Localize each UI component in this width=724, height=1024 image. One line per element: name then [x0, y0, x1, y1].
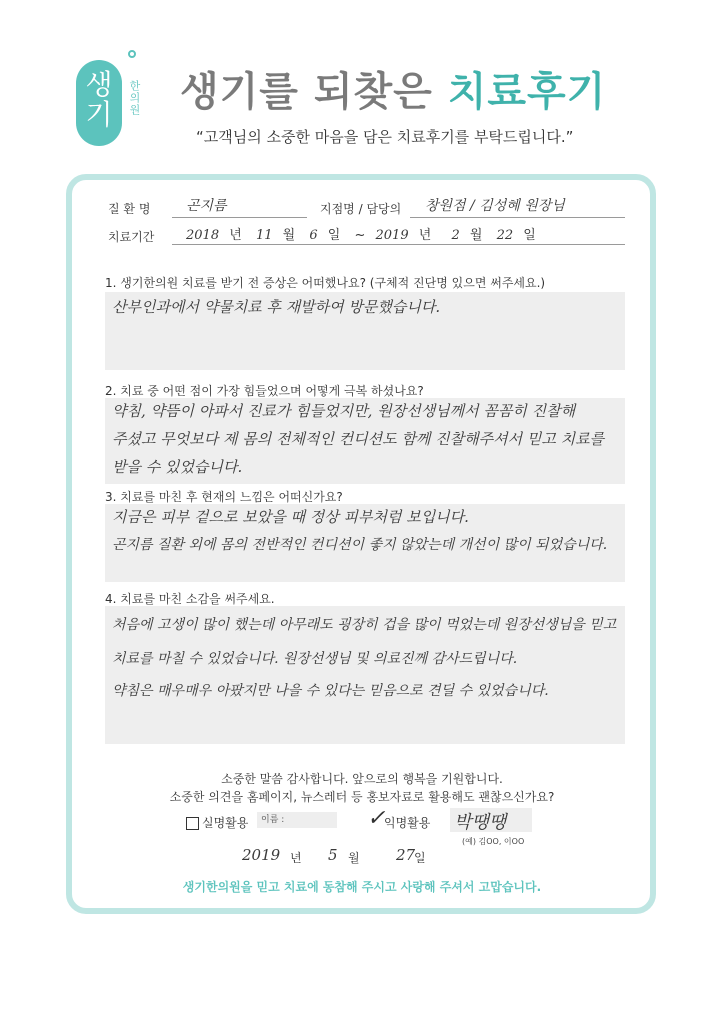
answer-4-line-1: 처음에 고생이 많이 했는데 아무래도 굉장히 겁을 많이 먹었는데 원장선생님을 믿고: [112, 617, 617, 633]
start-day: 6: [309, 228, 318, 243]
signed-day: 27: [396, 846, 416, 864]
question-1: 1. 생기한의원 치료를 받기 전 증상은 어떠했나요? (구체적 진단명 있으면 써주세요.): [105, 276, 546, 290]
period-underline: [172, 244, 625, 245]
unit-year-1: 년: [229, 228, 242, 243]
disease-value: 곤지름: [186, 198, 227, 214]
anon-label: 익명활용: [384, 816, 431, 830]
logo-dot-icon: [128, 50, 136, 58]
branch-underline: [410, 217, 625, 218]
end-day: 22: [496, 228, 514, 243]
end-month: 2: [451, 228, 460, 243]
anon-name-value: 박땡땡: [454, 812, 507, 833]
signed-unit-day: 일: [414, 851, 426, 865]
question-3: 3. 치료를 마친 후 현재의 느낌은 어떠신가요?: [105, 490, 343, 504]
disease-label: 질 환 명: [108, 202, 151, 216]
unit-month-1: 월: [282, 228, 296, 243]
question-2: 2. 치료 중 어떤 점이 가장 힘들었으며 어떻게 극복 하셨나요?: [105, 384, 424, 398]
unit-month-2: 월: [469, 228, 483, 243]
closing-thanks: 소중한 말씀 감사합니다. 앞으로의 행복을 기원합니다.: [221, 772, 503, 786]
unit-year-2: 년: [418, 228, 432, 243]
period-tilde: ~: [354, 228, 366, 243]
name-field[interactable]: 이름 :: [257, 812, 337, 828]
logo-subtext: 한의원: [128, 80, 141, 116]
clinic-logo: [76, 50, 140, 150]
start-year: 2018: [186, 228, 220, 243]
answer-2-line-1: 약침, 약뜸이 아파서 진료가 힘들었지만, 원장선생님께서 꼼꼼히 진찰해: [112, 402, 576, 420]
signed-year: 2019: [242, 846, 281, 864]
anon-example-note: (예) 김OO, 이OO: [462, 837, 525, 846]
end-year: 2019: [375, 228, 409, 243]
anon-name-field[interactable]: [450, 808, 532, 832]
period-value: [186, 224, 536, 243]
footer-message: 생기한의원을 믿고 치료에 동참해 주시고 사랑해 주셔서 고맙습니다.: [182, 880, 542, 894]
answer-3-line-1: 지금은 피부 겉으로 보았을 때 정상 피부처럼 보입니다.: [112, 508, 469, 526]
title-accent: 치료후기: [447, 69, 607, 115]
disease-underline: [172, 217, 307, 218]
closing-consent-question: 소중한 의견을 홈페이지, 뉴스레터 등 홍보자료로 활용해도 괜찮으신가요?: [169, 790, 555, 804]
page-title: [180, 60, 606, 117]
question-4: 4. 치료를 마친 소감을 써주세요.: [105, 592, 275, 606]
start-month: 11: [255, 228, 273, 243]
page-subtitle: “고객님의 소중한 마음을 담은 치료후기를 부탁드립니다.”: [196, 128, 574, 146]
real-name-option[interactable]: [186, 814, 248, 831]
period-label: 치료기간: [108, 230, 155, 244]
answer-4-line-2: 치료를 마칠 수 있었습니다. 원장선생님 및 의료진께 감사드립니다.: [112, 651, 518, 667]
signed-unit-month: 월: [348, 851, 360, 865]
answer-1-line-1: 산부인과에서 약물치료 후 재발하여 방문했습니다.: [112, 298, 441, 316]
signed-month: 5: [328, 846, 338, 864]
answer-2-line-3: 받을 수 있었습니다.: [112, 458, 243, 476]
anon-check-mark-icon[interactable]: ✓: [367, 806, 386, 831]
title-plain: 생기를 되찾은: [180, 69, 448, 115]
real-name-checkbox[interactable]: [186, 817, 199, 830]
unit-day-1: 일: [327, 228, 341, 243]
answer-4-line-3: 약침은 매우매우 아팠지만 나을 수 있다는 믿음으로 견딜 수 있었습니다.: [112, 683, 549, 699]
unit-day-2: 일: [523, 228, 536, 243]
real-name-label: 실명활용: [202, 816, 249, 830]
answer-2-line-2: 주셨고 무엇보다 제 몸의 전체적인 컨디션도 함께 진찰해주셔서 믿고 치료를: [112, 430, 605, 448]
signed-unit-year: 년: [290, 851, 302, 865]
logo-mark: 생기: [76, 60, 122, 146]
answer-3-line-2: 곤지름 질환 외에 몸의 전반적인 컨디션이 좋지 않았는데 개선이 많이 되었습니다.: [112, 537, 608, 553]
branch-value: 창원점 / 김성혜 원장님: [425, 198, 565, 214]
branch-label: 지점명 / 담당의: [320, 202, 402, 216]
